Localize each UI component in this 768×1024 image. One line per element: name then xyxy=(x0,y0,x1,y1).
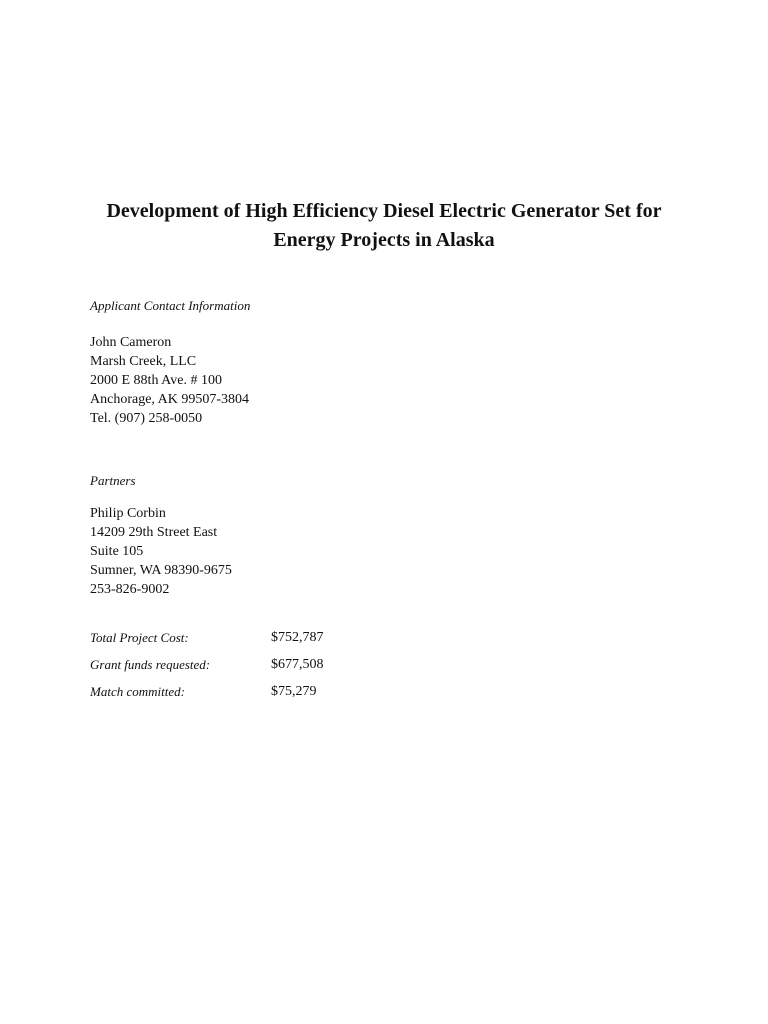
partner-street: 14209 29th Street East xyxy=(90,525,218,540)
applicant-section-label: Applicant Contact Information xyxy=(90,298,251,313)
title-line-2: Energy Projects in Alaska xyxy=(273,229,495,251)
funding-value: $677,508 xyxy=(271,657,324,672)
applicant-name: John Cameron xyxy=(90,335,172,350)
partner-phone: 253-826-9002 xyxy=(90,582,170,597)
partners-section-label: Partners xyxy=(90,473,136,488)
funding-row-grant-requested xyxy=(90,657,490,684)
title-line-1: Development of High Efficiency Diesel Electric Generator Set for xyxy=(106,200,662,222)
applicant-street: 2000 E 88th Ave. # 100 xyxy=(90,373,222,388)
funding-label: Total Project Cost: xyxy=(90,630,189,645)
partners-address-block xyxy=(90,504,232,599)
funding-row-total-cost xyxy=(90,630,490,657)
funding-row-match-committed xyxy=(90,684,490,711)
funding-value: $75,279 xyxy=(271,684,317,699)
applicant-city: Anchorage, AK 99507-3804 xyxy=(90,392,250,407)
applicant-address-block xyxy=(90,333,249,428)
partner-city: Sumner, WA 98390-9675 xyxy=(90,563,232,578)
partner-suite: Suite 105 xyxy=(90,544,144,559)
funding-label: Match committed: xyxy=(90,684,185,699)
funding-label: Grant funds requested: xyxy=(90,657,211,672)
document-title xyxy=(80,197,688,255)
funding-value: $752,787 xyxy=(271,630,324,645)
partner-name: Philip Corbin xyxy=(90,506,166,521)
applicant-phone: Tel. (907) 258-0050 xyxy=(90,411,203,426)
funding-summary xyxy=(90,630,490,711)
applicant-company: Marsh Creek, LLC xyxy=(90,354,197,369)
